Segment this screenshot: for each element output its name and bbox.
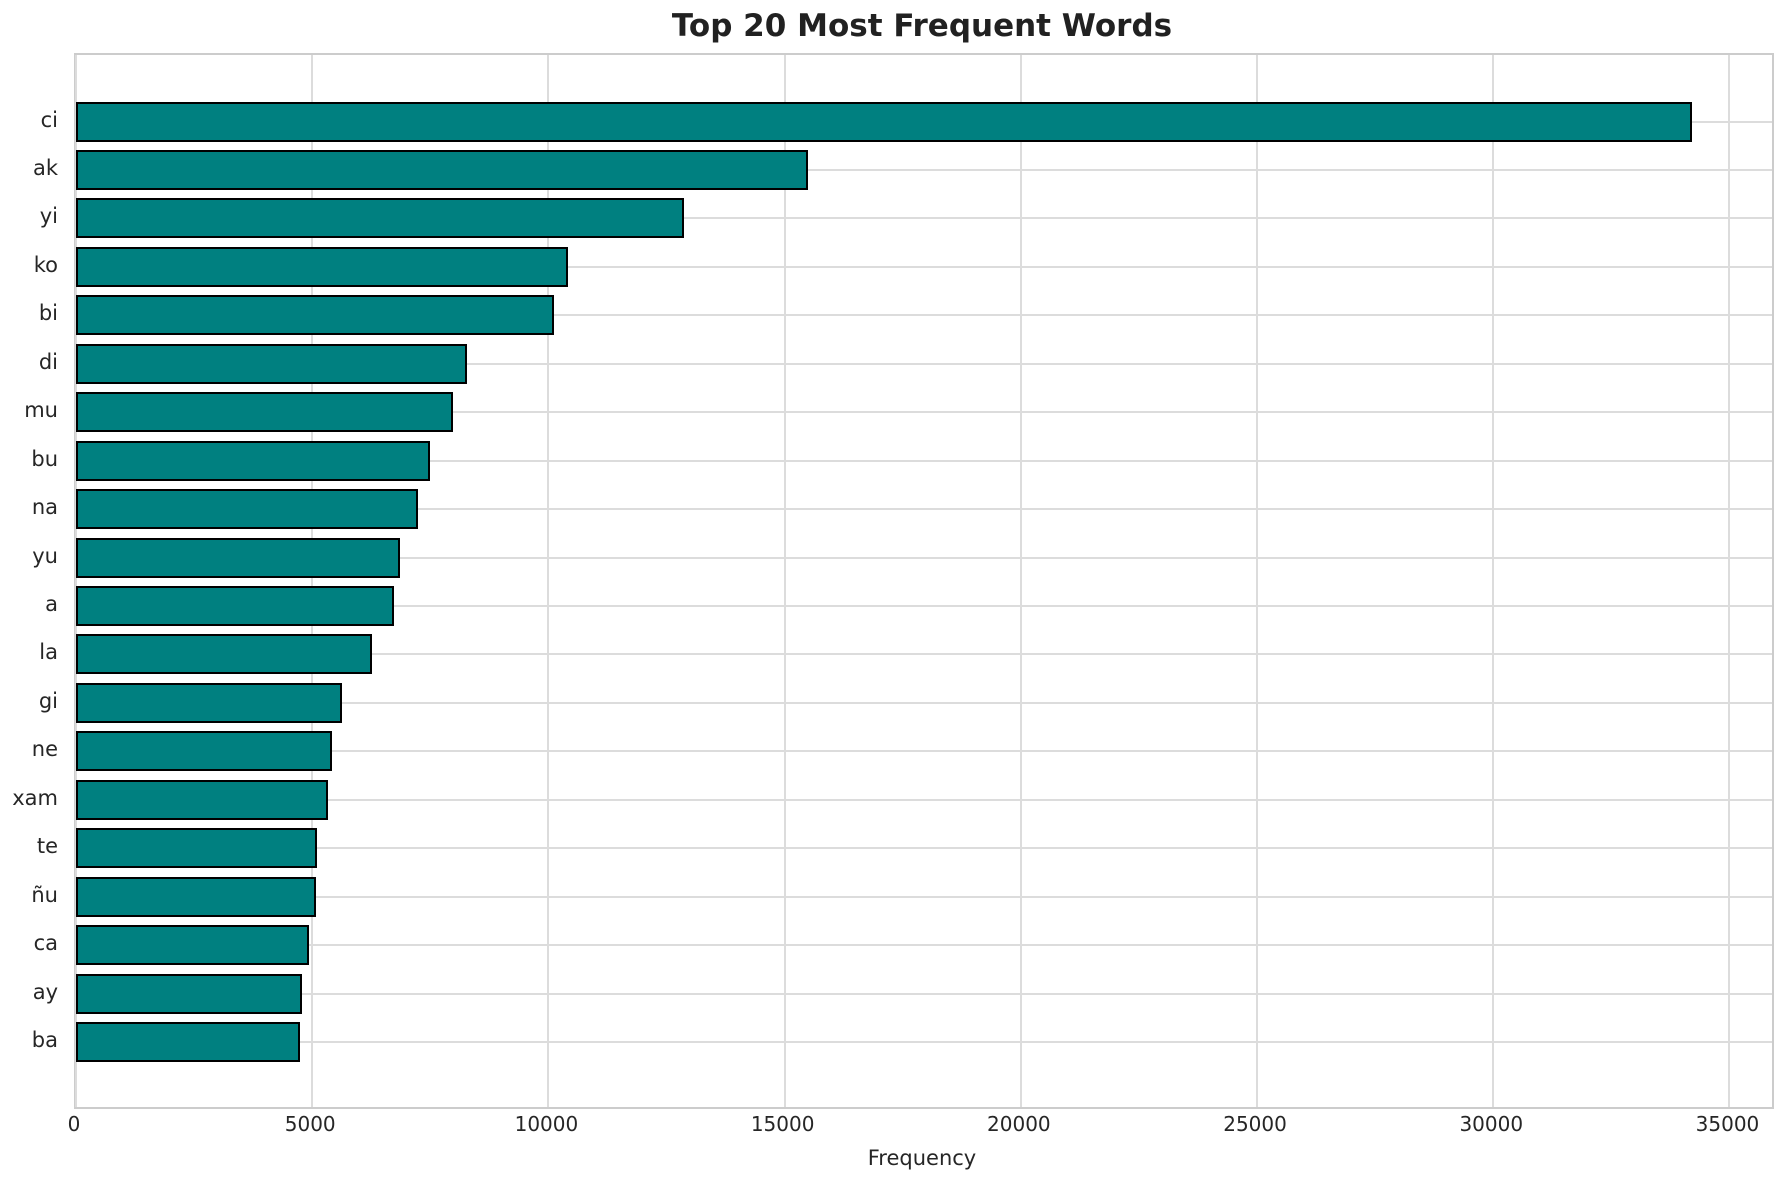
y-tick-label: bi — [38, 301, 58, 326]
plot-area — [74, 53, 1774, 1109]
bar-te — [76, 828, 317, 868]
bar-gi — [76, 683, 342, 723]
y-tick-label: te — [36, 834, 58, 859]
x-tick-label: 15000 — [750, 1112, 815, 1136]
x-tick-label: 20000 — [987, 1112, 1051, 1136]
x-axis-label: Frequency — [867, 1146, 977, 1170]
bar-di — [76, 344, 467, 384]
bar-ba — [76, 1022, 300, 1062]
y-tick-label: na — [31, 495, 58, 520]
x-tick-label: 0 — [67, 1112, 81, 1136]
y-tick-label: ak — [32, 155, 58, 180]
bar-ko — [76, 247, 568, 287]
bar-na — [76, 489, 418, 529]
x-tick-label: 30000 — [1459, 1112, 1524, 1136]
x-axis-ticks — [67, 1112, 1770, 1138]
gridline-horizontal — [76, 993, 1772, 995]
bar-ay — [76, 974, 302, 1014]
bar-ca — [76, 925, 309, 965]
gridline-vertical — [1256, 55, 1258, 1107]
y-tick-label: yi — [39, 204, 58, 229]
y-tick-label: la — [39, 640, 58, 665]
gridline-horizontal — [76, 896, 1772, 898]
gridline-horizontal — [76, 944, 1772, 946]
y-tick-label: di — [38, 349, 58, 374]
y-tick-label: ci — [40, 107, 58, 132]
x-tick-label: 10000 — [514, 1112, 579, 1136]
y-tick-label: mu — [24, 398, 58, 423]
bar-yu — [76, 538, 400, 578]
y-tick-label: ñu — [31, 882, 58, 907]
bar-a — [76, 586, 394, 626]
chart-title: Top 20 Most Frequent Words — [671, 8, 1173, 44]
y-tick-label: ba — [31, 1028, 58, 1053]
gridline-horizontal — [76, 847, 1772, 849]
y-tick-label: ca — [33, 931, 58, 956]
gridline-vertical — [1492, 55, 1494, 1107]
gridline-vertical — [1020, 55, 1022, 1107]
bar-ak — [76, 150, 808, 190]
gridline-vertical — [1728, 55, 1730, 1107]
x-tick-label: 35000 — [1695, 1112, 1760, 1136]
bar-ne — [76, 731, 332, 771]
y-tick-label: ko — [33, 252, 58, 277]
bar-yi — [76, 198, 684, 238]
y-tick-label: a — [45, 592, 58, 616]
y-tick-label: yu — [32, 543, 58, 568]
y-axis-labels — [0, 53, 58, 1105]
x-tick-label: 5000 — [284, 1112, 336, 1136]
gridline-vertical — [784, 55, 786, 1107]
bar-xam — [76, 780, 328, 820]
y-tick-label: ne — [31, 737, 58, 762]
y-tick-label: ay — [32, 979, 58, 1004]
y-tick-label: xam — [12, 785, 58, 810]
bar-ci — [76, 102, 1692, 142]
bar-ñu — [76, 877, 316, 917]
y-tick-label: gi — [38, 688, 58, 713]
gridline-horizontal — [76, 799, 1772, 801]
x-tick-label: 25000 — [1223, 1112, 1287, 1136]
bar-bu — [76, 441, 430, 481]
bar-bi — [76, 295, 554, 335]
bar-mu — [76, 392, 453, 432]
bar-la — [76, 634, 372, 674]
gridline-horizontal — [76, 1041, 1772, 1043]
y-tick-label: bu — [31, 446, 58, 471]
